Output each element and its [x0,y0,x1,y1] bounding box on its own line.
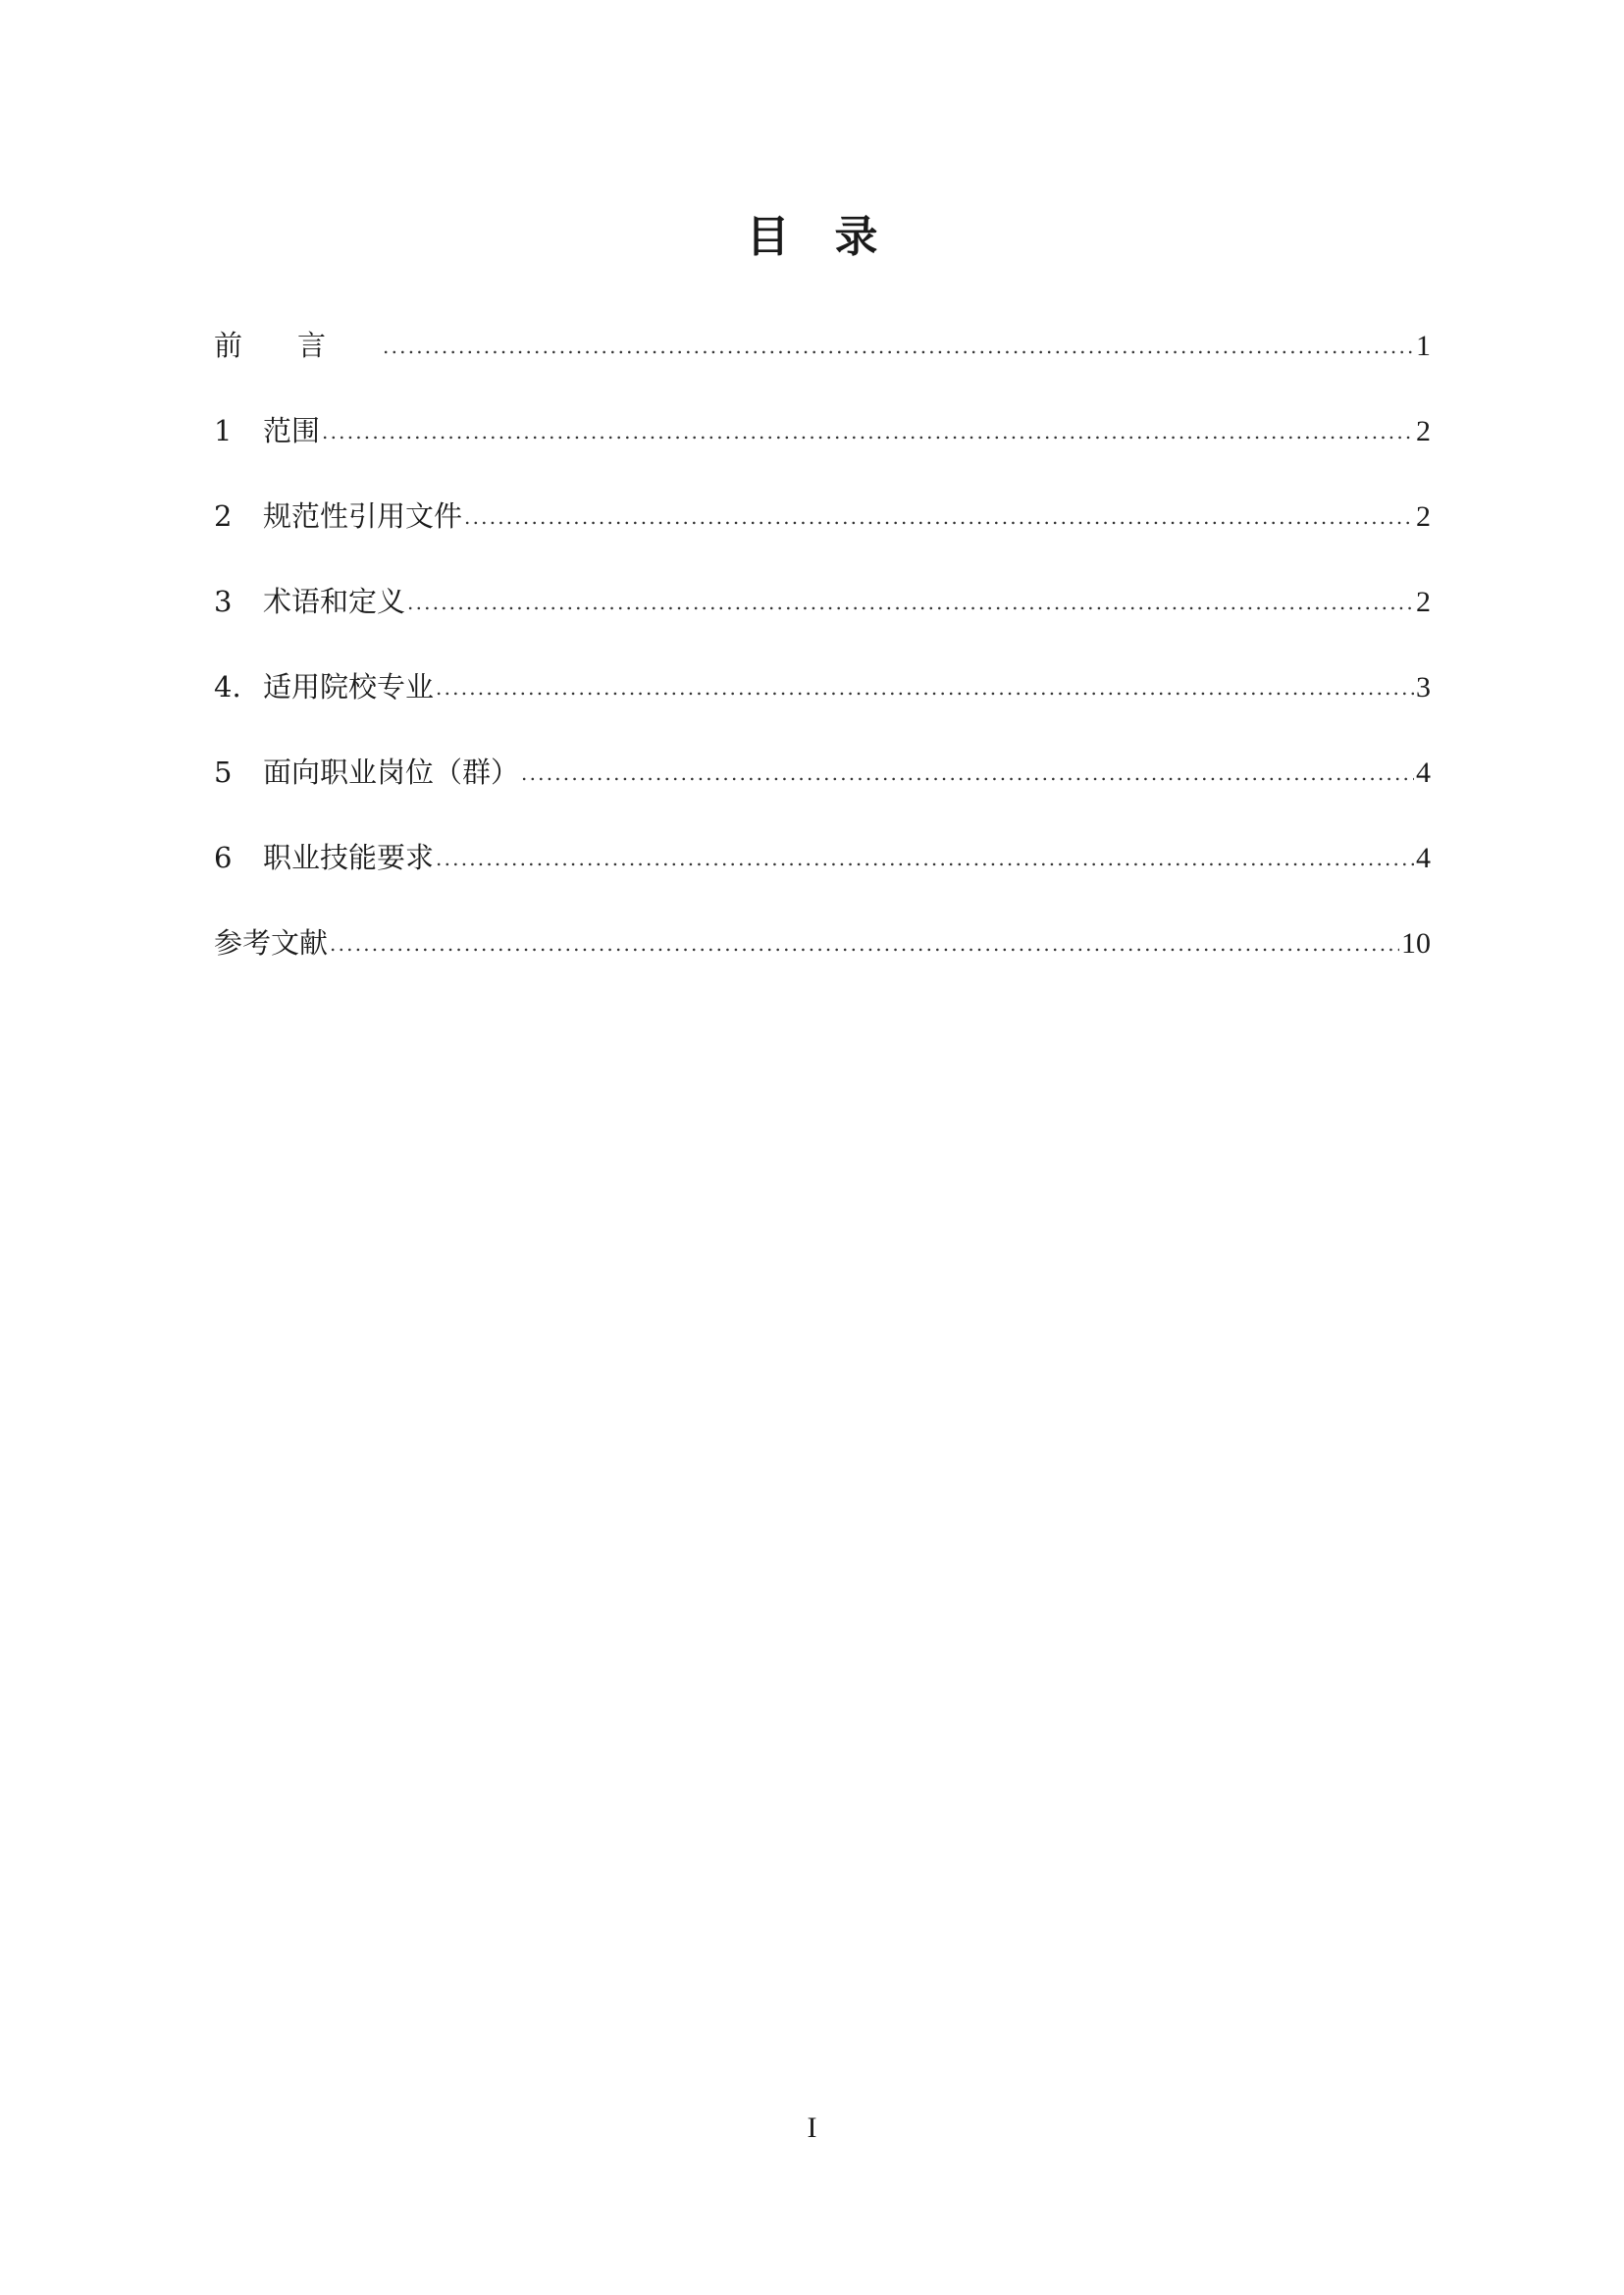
toc-entry-page: 1 [1416,330,1431,362]
toc-entry-job-positions[interactable] [214,753,1431,838]
toc-entry-title: 范围 [263,414,321,447]
toc-entry-number: 4. [214,670,241,704]
page-number: I [807,2112,817,2144]
toc-entry-scope[interactable] [214,411,1431,496]
toc-entry-number: 1 [214,414,233,447]
toc-leader [521,751,1414,793]
toc-entry-number: 2 [214,499,233,533]
toc-entry-page: 3 [1416,671,1431,704]
toc-leader [436,665,1414,707]
toc-entry-page: 2 [1416,415,1431,447]
toc-entry-preface[interactable] [214,326,1431,411]
toc-entry-title: 规范性引用文件 [263,499,463,533]
toc-entry-page: 2 [1416,586,1431,618]
toc-entry-bibliography[interactable] [214,923,1431,1009]
toc-leader [322,409,1414,451]
toc-leader [436,836,1414,878]
toc-entry-title: 面向职业岗位（群） [263,756,520,789]
toc-entry-terms-definitions[interactable] [214,582,1431,667]
toc-leader [383,324,1414,366]
toc-leader [330,921,1399,964]
toc-entry-applicable-majors[interactable] [214,667,1431,753]
toc-entry-title: 参考文献 [214,926,329,960]
toc-leader [464,495,1414,537]
toc-entry-title: 适用院校专业 [263,670,435,704]
toc-entry-title: 术语和定义 [263,585,406,618]
toc-entry-title: 职业技能要求 [263,841,435,874]
toc-entry-page: 10 [1401,927,1431,960]
toc-entry-title: 前言 [214,329,382,362]
toc-entry-page: 4 [1416,842,1431,874]
toc-entry-number: 3 [214,585,233,618]
toc-entry-page: 4 [1416,756,1431,789]
toc-entry-normative-references[interactable] [214,496,1431,582]
toc-entry-number: 6 [214,841,233,874]
page-title: 目录 [746,212,923,262]
toc-entry-page: 2 [1416,500,1431,533]
table-of-contents [214,326,1431,1009]
toc-entry-number: 5 [214,756,233,789]
toc-entry-skill-requirements[interactable] [214,838,1431,923]
toc-leader [407,580,1414,622]
